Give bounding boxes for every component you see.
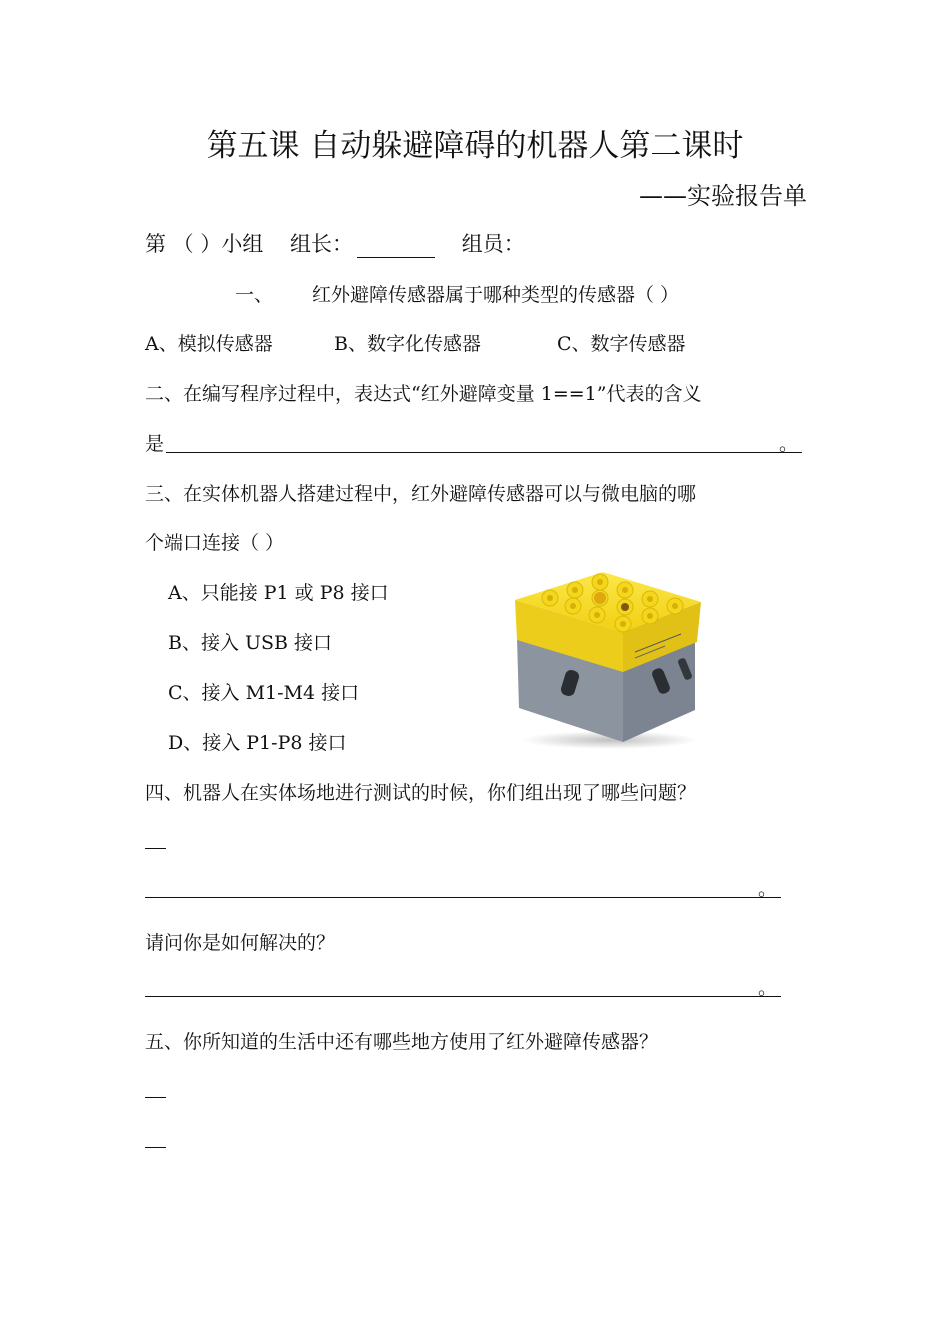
q1-option-a: A、模拟传感器	[145, 333, 273, 355]
group-info-line	[145, 228, 525, 258]
q4-text: 四、机器人在实体场地进行测试的时候，你们组出现了哪些问题？	[145, 782, 697, 804]
q1-number: 一、	[235, 284, 274, 306]
page-subtitle: ——实验报告单	[639, 182, 807, 210]
group-leader-blank[interactable]	[357, 235, 435, 258]
q1-text: 红外避障传感器属于哪种类型的传感器（ ）	[312, 284, 680, 306]
q3-text-line1: 三、在实体机器人搭建过程中，红外避障传感器可以与微电脑的哪	[145, 483, 697, 505]
page-title: 第五课 自动躲避障碍的机器人第二课时	[206, 128, 744, 164]
q3-text-line2: 个端口连接（ ）	[145, 532, 285, 554]
q5-text: 五、你所知道的生活中还有哪些地方使用了红外避障传感器？	[145, 1031, 659, 1053]
q4-answer-line-1[interactable]	[145, 897, 781, 898]
q5-answer-dash-1	[145, 1097, 166, 1098]
q4-answer-dash	[145, 848, 166, 849]
q2-period: 。	[779, 433, 799, 455]
q4-period-1: 。	[758, 878, 778, 900]
group-members-label: 组员：	[461, 232, 525, 256]
group-leader-label: 组长：	[290, 232, 354, 256]
q3-option-d: D、接入 P1-P8 接口	[168, 732, 347, 754]
q2-text-line2: 是	[145, 433, 165, 455]
q2-text-line1: 二、在编写程序过程中，表达式“红外避障变量 1==1”代表的含义	[145, 383, 702, 405]
q3-option-b: B、接入 USB 接口	[168, 632, 333, 654]
q2-answer-line[interactable]	[166, 452, 802, 453]
q4-period-2: 。	[758, 977, 778, 999]
q3-option-a: A、只能接 P1 或 P8 接口	[168, 582, 389, 604]
q1-option-c: C、数字传感器	[557, 333, 686, 355]
q4-followup-text: 请问你是如何解决的？	[145, 932, 336, 954]
q5-answer-dash-2	[145, 1147, 166, 1148]
q1-option-b: B、数字化传感器	[334, 333, 481, 355]
q4-answer-line-2[interactable]	[145, 996, 781, 997]
infrared-obstacle-sensor-icon	[505, 540, 705, 754]
group-number-label: 第 （ ）小组	[145, 232, 264, 256]
q3-option-c: C、接入 M1-M4 接口	[168, 682, 360, 704]
